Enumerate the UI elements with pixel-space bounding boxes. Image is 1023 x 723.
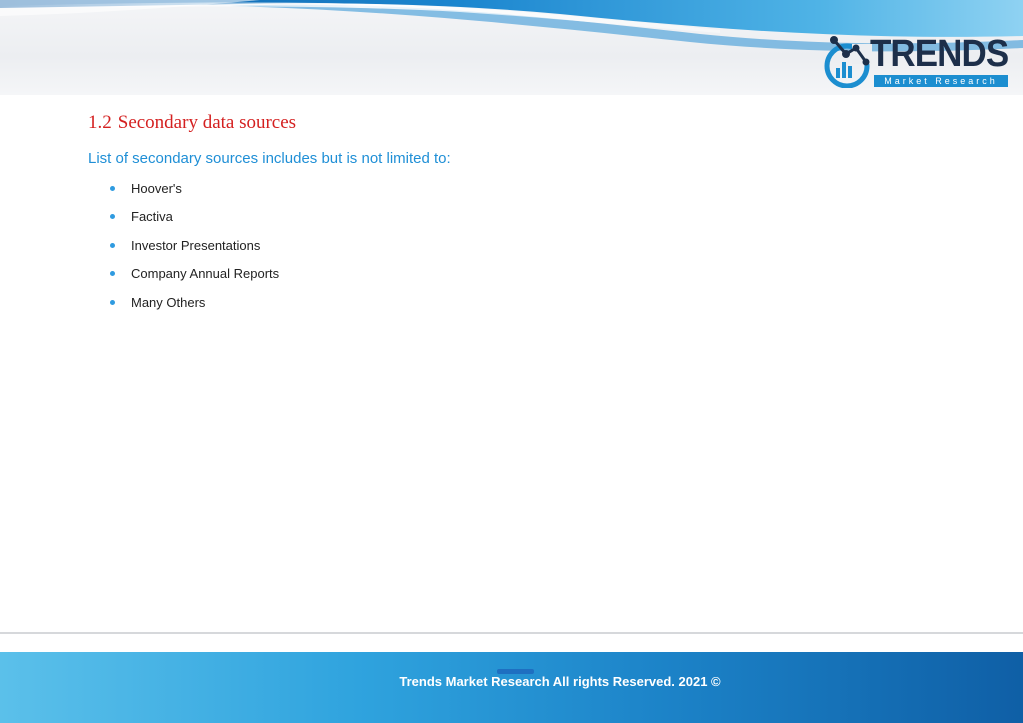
logo-tagline: Market Research <box>874 75 1008 87</box>
bullet-icon <box>110 271 115 276</box>
list-item-label: Factiva <box>131 209 173 225</box>
sources-list <box>108 180 279 322</box>
list-item <box>108 237 279 265</box>
copyright-text: Trends Market Research All rights Reserved. 2021 © <box>399 674 721 689</box>
trends-logo <box>822 34 1012 88</box>
section-number: 1.2 <box>88 112 112 133</box>
list-item-label: Many Others <box>131 294 206 310</box>
list-item <box>108 208 279 236</box>
page-header <box>0 0 1023 95</box>
logo-wordmark: TRENDS <box>870 33 1009 75</box>
page-footer <box>0 652 1023 723</box>
bullet-icon <box>110 300 115 305</box>
section-intro: List of secondary sources includes but is not limited to: <box>88 150 451 167</box>
list-item-label: Hoover's <box>131 181 182 196</box>
section-title <box>88 112 296 134</box>
list-item-label: Company Annual Reports <box>131 266 280 282</box>
list-item <box>108 265 279 293</box>
list-item <box>108 180 279 208</box>
trends-chart-logo-icon <box>822 34 872 88</box>
bullet-icon <box>110 186 115 191</box>
list-item-label: Investor Presentations <box>131 237 261 253</box>
bullet-icon <box>110 243 115 248</box>
bullet-icon <box>110 214 115 219</box>
section-title-text: Secondary data sources <box>117 112 297 133</box>
footer-divider <box>0 632 1023 634</box>
list-item <box>108 294 279 322</box>
